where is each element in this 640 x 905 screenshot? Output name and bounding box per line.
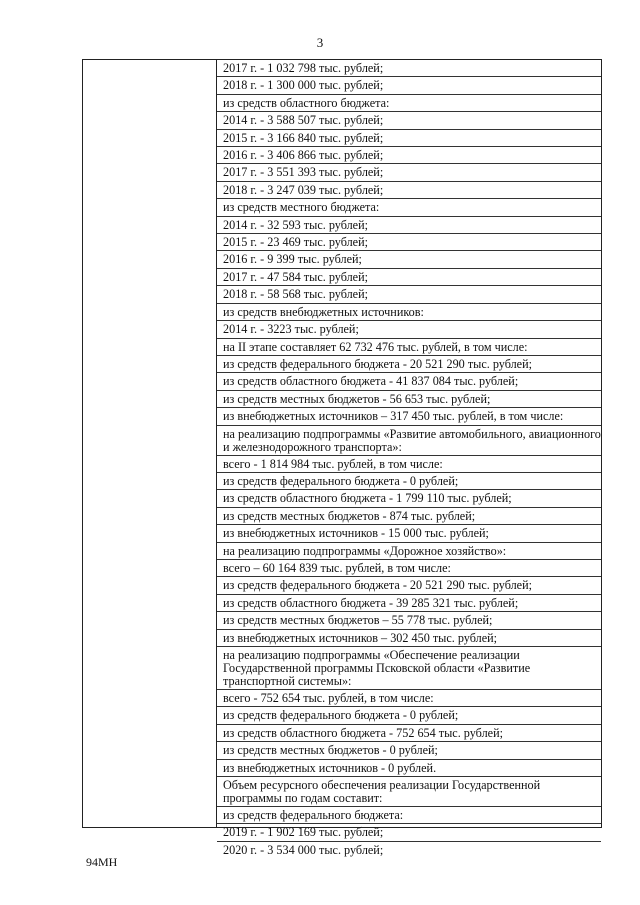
table-row: на реализацию подпрограммы «Обеспечение реализации Государственной программы Псковской области «Развитие транспортной системы»:: [217, 647, 601, 690]
table-row: 2018 г. - 3 247 039 тыс. рублей;: [217, 182, 601, 199]
table-row: из средств местных бюджетов - 0 рублей;: [217, 742, 601, 759]
table-row: из внебюджетных источников - 15 000 тыс. рублей;: [217, 525, 601, 542]
table-row: из средств областного бюджета - 1 799 110 тыс. рублей;: [217, 490, 601, 507]
table-row: на реализацию подпрограммы «Дорожное хозяйство»:: [217, 543, 601, 560]
table-row: 2017 г. - 1 032 798 тыс. рублей;: [217, 60, 601, 77]
table-row: из средств областного бюджета - 39 285 321 тыс. рублей;: [217, 595, 601, 612]
table-row: всего - 1 814 984 тыс. рублей, в том числе:: [217, 456, 601, 473]
table-row: из средств областного бюджета - 41 837 084 тыс. рублей;: [217, 373, 601, 390]
table-row: 2018 г. - 1 300 000 тыс. рублей;: [217, 77, 601, 94]
table-row: из средств местных бюджетов - 56 653 тыс. рублей;: [217, 391, 601, 408]
table-row: 2018 г. - 58 568 тыс. рублей;: [217, 286, 601, 303]
table-row: 2014 г. - 32 593 тыс. рублей;: [217, 217, 601, 234]
table-row: из средств областного бюджета:: [217, 95, 601, 112]
table-row: из средств федерального бюджета - 0 рублей;: [217, 707, 601, 724]
table-row: 2014 г. - 3 588 507 тыс. рублей;: [217, 112, 601, 129]
table-right-column: [217, 60, 601, 857]
table-row: из внебюджетных источников – 317 450 тыс. рублей, в том числе:: [217, 408, 601, 425]
table-row: 2015 г. - 3 166 840 тыс. рублей;: [217, 130, 601, 147]
table-row: всего – 60 164 839 тыс. рублей, в том числе:: [217, 560, 601, 577]
funding-table: [82, 59, 602, 857]
table-row: 2016 г. - 3 406 866 тыс. рублей;: [217, 147, 601, 164]
table-row: 2020 г. - 3 534 000 тыс. рублей;: [223, 842, 384, 857]
table-row: на II этапе составляет 62 732 476 тыс. рублей, в том числе:: [217, 339, 601, 356]
table-row: на реализацию подпрограммы «Развитие автомобильного, авиационного и железнодорожного транспорта»:: [217, 426, 601, 456]
footer-document-code: 94МН: [86, 855, 118, 869]
table-row: 2015 г. - 23 469 тыс. рублей;: [217, 234, 601, 251]
table-row: из средств местных бюджетов – 55 778 тыс. рублей;: [217, 612, 601, 629]
table-row: из средств местного бюджета:: [217, 199, 601, 216]
table-row: из средств внебюджетных источников:: [217, 304, 601, 321]
table-row: из внебюджетных источников – 302 450 тыс. рублей;: [217, 630, 601, 647]
table-left-column: [83, 60, 217, 827]
table-row: из средств федерального бюджета:: [217, 807, 601, 824]
table-row: из внебюджетных источников - 0 рублей.: [217, 760, 601, 777]
table-row: из средств областного бюджета - 752 654 тыс. рублей;: [217, 725, 601, 742]
table-row: 2017 г. - 47 584 тыс. рублей;: [217, 269, 601, 286]
table-row: 2019 г. - 1 902 169 тыс. рублей;: [217, 824, 601, 841]
table-row: 2016 г. - 9 399 тыс. рублей;: [217, 251, 601, 268]
table-row: 2014 г. - 3223 тыс. рублей;: [217, 321, 601, 338]
table-row: из средств федерального бюджета - 20 521 290 тыс. рублей;: [217, 356, 601, 373]
table-row: всего - 752 654 тыс. рублей, в том числе:: [217, 690, 601, 707]
table-row: из средств местных бюджетов - 874 тыс. рублей;: [217, 508, 601, 525]
table-row: из средств федерального бюджета - 20 521 290 тыс. рублей;: [217, 577, 601, 594]
table-row: из средств федерального бюджета - 0 рублей;: [217, 473, 601, 490]
page-number: 3: [316, 35, 324, 50]
table-row: 2017 г. - 3 551 393 тыс. рублей;: [217, 164, 601, 181]
table-row: Объем ресурсного обеспечения реализации Государственной программы по годам составит:: [217, 777, 601, 807]
